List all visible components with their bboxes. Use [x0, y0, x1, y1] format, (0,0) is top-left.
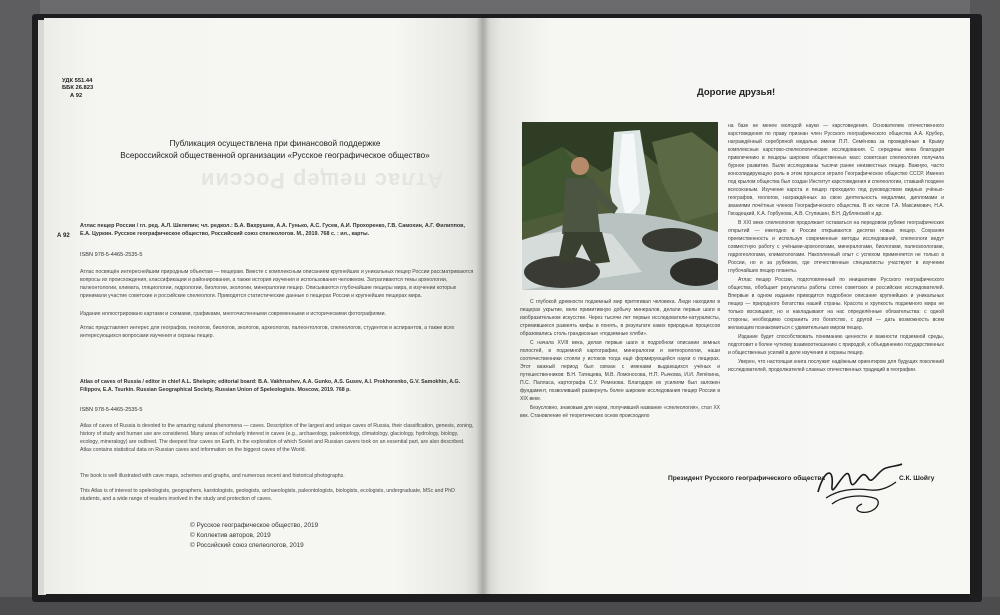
show-through-title: Атлас пещер России — [200, 168, 444, 193]
signatory-title: Президент Русского географического общества — [668, 475, 825, 482]
greeting-heading: Дорогие друзья! — [697, 87, 776, 98]
catalog-entry-en: Atlas of caves of Russia / editor in chief A.L. Shelepin; editorial board: B.A. Vakhrushev, A.A. Gunko, A.S. Gusev, A.I. Prokhorenko, G.V. Samokhin, A.G. Filippov, E.A. Tsurkin. Russian Geographical Society, Russian Union of Speleologists. Moscow, 2019. 768 p. — [80, 379, 461, 394]
isbn-ru: ISBN 978-5-4465-2535-5 — [80, 252, 143, 258]
letter-column-left — [520, 298, 720, 420]
letter-paragraph: Издание будет способствовать пониманию ценности и важности подземной среды, подготовит к более чуткому взаимоотношению с природой, к объединению государственных и общественных усилий в деле изучения и охраны пещер. — [728, 334, 944, 356]
letter-paragraph: на базе не менее молодой науки — карстоведения. Основателем отечественного карстоведения по праву признан член Русского географического общества А.А. Крубер, награждённый серебряной медалью имени П.П. Семёнова за проведённые в Крыму комплексные карстово-спелеологические исследования. С середины века благодаря привлечению в пещеры широких общественных масс советская спелеология получила бурное развитие. Были исследованы тысячи ранее неизвестных пещер. Важную, часто консолидирующую роль в этом процессе играло Географическое общество СССР. Именно под крылом общества был создан Институт карстоведения и спелеологии, ставший позднее всесоюзным. Изучение карста и пещер проходило под руководством видных учёных-географов, геологов, награждённых за свою деятельность медалями, дипломами и званиями почётных членов Географического общества. В их числе Г.А. Максимович, Н.А. Гвоздецкий, К.А. Горбунова, А.В. Ступишин, В.Н. Дублянский и др. — [728, 123, 944, 217]
catalog-code: А 92 — [57, 233, 70, 239]
illustrated-ru: Издание иллюстрировано картами и схемами, графиками, многочисленными современными и историческими фотографиями. — [80, 311, 386, 317]
abstract-en: Atlas of caves of Russia is devoted to the amazing natural phenomena — caves. Description of the largest and unique caves of Russia, their classification, genesis, zoning, history of study and human use are considered. Many areas of scholarly interest in caves (e.g., archaeology, paleontology, climatology, glaciology, hydrology, biology, ecology, mineralogy) are outlined. The deepest four caves on Earth, in the exploration of which Soviet and Russian cavers took on an essential part, are also described. Atlas contains statistical data on Russian caves and information on the biggest caves of the World. — [80, 423, 474, 453]
audience-en: This Atlas is of interest to speleologists, geographers, karstologists, geologists, archaeologists, paleontologists, biologists, ecologists, undergraduate, MSc and PhD students, and a wide range of readers involved in the study and protection of caves. — [80, 488, 455, 502]
left-page — [44, 18, 482, 594]
udk-line: УДК 551.44 — [62, 78, 93, 84]
handwritten-signature — [812, 452, 904, 518]
copyright-line: © Русское географическое общество, 2019 — [190, 522, 319, 529]
letter-paragraph: Уверен, что настоящая книга послужит надёжным ориентиром для будущих поколений исследователей, продолжателей славных отечественных традиций в географии. — [728, 359, 944, 373]
book-gutter — [476, 18, 490, 594]
copyright-block — [190, 521, 318, 551]
copyright-line: © Российский союз спелеологов, 2019 — [190, 542, 304, 549]
catalog-entry-ru: Атлас пещер России / гл. ред. А.Л. Шелепин; чл. редкол.: Б.А. Вахрушев, А.А. Гунько, А.С. Гусев, А.И. Прохоренко, Г.В. Самохин, А.Г. Филиппов, Е.А. Цуркин. Русское географическое общество, Российский союз спелеологов. М., 2019. 768 с. : ил., карты. — [80, 223, 465, 238]
signatory-name: С.К. Шойгу — [899, 475, 935, 482]
audience-ru: Атлас представляет интерес для географов, геологов, биологов, экологов, археологов, палеонтологов, спелеологов, студентов и аспирантов, а также всех интересующихся вопросами изучения и охраны пещер. — [80, 325, 455, 339]
funding-statement — [70, 138, 480, 162]
bbk-line: ББК 26.823 — [62, 85, 94, 92]
letter-column-right — [728, 122, 944, 374]
funding-line-1: Публикация осуществлена при финансовой поддержке — [169, 139, 381, 148]
abstract-ru: Атлас посвящён интереснейшим природным объектам — пещерам. Вместе с комплексным описанием крупнейших и уникальных пещер России рассматриваются вопросы их происхождения, классификации и районирования, а также история изучения и использования человеком. Затрагиваются темы археологии, палеонтологии, климата, гляциологии, гидрологии, биологии, экологии, минералогии пещер. Описываются глубочайшие пещеры мира, в изучении которых принимали участие советские и российские спелеологи. Приводятся статистические данные о пещерах России и крупнейших пещерах мира. — [80, 269, 474, 299]
letter-paragraph: С глубокой древности подземный мир притягивал человека. Люди находили в пещерах укрытие, вели примитивную добычу минералов, делали первые шаги в изобразительном искусстве. Через тысячи лет первые исследователи-натуралисты, стремившиеся развеять мифы и понять, в результате каких природных процессов образовались столь грандиозные «подземные хляби». — [520, 299, 720, 337]
illustrated-en: The book is well illustrated with cave maps, schemes and graphs, and numerous recent and historical photographs. — [80, 473, 345, 479]
letter-paragraph: С начала XVIII века, делая первые шаги в подробном описании земных полостей, в подземной картографии, минералогии и метеорологии, наши соотечественники стояли у истоков тогда ещё формирующейся науки о пещерах. Этот важный период был связан с именами выдающихся учёных и путешественников: В.Н. Татищева, М.В. Ломоносова, Н.П. Рычкова, И.И. Лепёхина, П.С. Палласа, картографа С.У. Ремезова. Благодаря их усилиям был заложен фундамент, позволивший развернуть более широкие исследования пещер России в XIX веке. — [520, 340, 720, 402]
letter-paragraph: В XXI веке спелеология продолжает оставаться на передовом рубеже географических открытий — ежегодно в России открываются десятки новых пещер. Сохраняя преемственность и используя современные методы исследований, спелеологи ведут совместную работу с учёными-археологами, минералогами, биологами, палеозоологами, гидрогеологами, климатологами. Накопленный опыт с успехом применяется не только в России, но и за рубежом, где отечественные специалисты участвуют в изучении глубочайших пещер планеты. — [728, 220, 944, 274]
letter-paragraph: Атлас пещер России, подготовленный по инициативе Русского географического общества, обобщает результаты работы сотен советских и российских исследователей. Впервые в одном издании приводится подробное описание крупнейших и уникальных пещер — природного богатства нашей страны. Красота и хрупкость подземного мира не только восхищают, но и накладывают на нас определённые обязательства: с одной стороны, необходимо сохранить это богатство, с другой — дать возможность всем желающим познакомиться с удивительным миром пещер. — [728, 277, 944, 331]
udk-block — [62, 78, 93, 100]
president-photo — [522, 122, 718, 290]
author-mark-line: А 92 — [70, 92, 83, 99]
funding-line-2: Всероссийской общественной организации «Русское географическое общество» — [120, 151, 430, 160]
isbn-en: ISBN 978-5-4465-2535-5 — [80, 407, 143, 413]
letter-paragraph: Безусловно, знаковым для науки, получившей название «спелеология», стал XX век. Становление её теоретических основ происходило — [520, 405, 720, 419]
copyright-line: © Коллектив авторов, 2019 — [190, 532, 271, 539]
